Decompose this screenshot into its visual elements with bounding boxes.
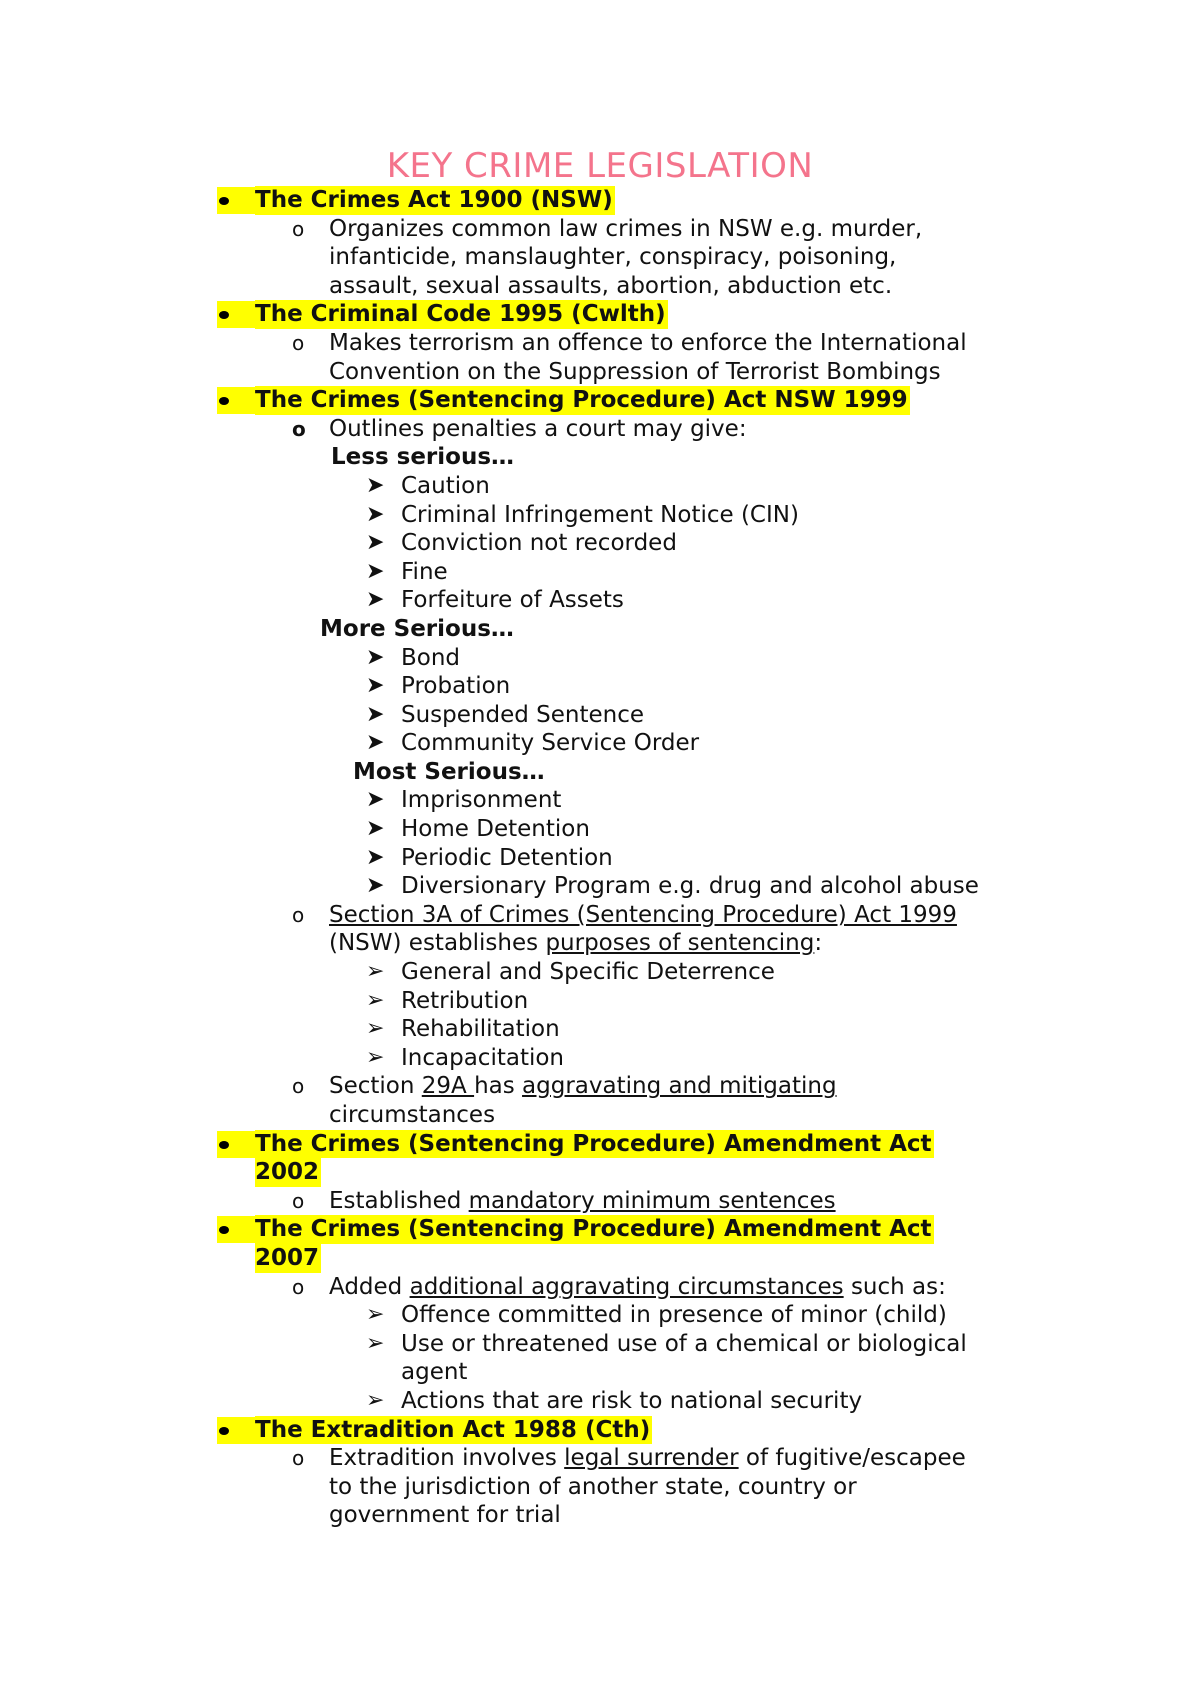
penalty-item: ➤ Suspended Sentence <box>366 701 645 728</box>
list-item-criminal-code <box>0 300 1200 329</box>
circle-bullet-icon: o <box>292 1446 305 1471</box>
penalty-item: ➤ Periodic Detention <box>366 844 613 871</box>
sub-point-continued: Convention on the Suppression of Terrorist Bombings <box>329 358 941 385</box>
circumstance-item-continued: agent <box>401 1359 468 1386</box>
purpose-item: ➢ Retribution <box>366 987 529 1014</box>
penalty-item: ➤ Home Detention <box>366 816 590 843</box>
arrow-bullet-icon: ➤ <box>366 844 385 870</box>
arrow-bullet-icon: ➤ <box>366 558 385 584</box>
circle-bullet-icon: o <box>292 416 306 441</box>
circle-bullet-icon: o <box>292 330 305 355</box>
penalty-item: ➤ Community Service Order <box>366 730 700 757</box>
circumstance-item: ➢ Offence committed in presence of minor (child) <box>366 1302 947 1329</box>
penalty-item: ➤ Probation <box>366 673 511 700</box>
sub-point-continued: circumstances <box>329 1102 496 1128</box>
arrow-bullet-icon: ➢ <box>366 959 385 985</box>
sub-point-continued: assault, sexual assaults, abortion, abduction etc. <box>329 272 893 299</box>
list-item-amendment-2007 <box>0 1215 1200 1244</box>
sub-point: o Makes terrorism an offence to enforce the International <box>292 329 967 356</box>
arrow-bullet-icon: ➤ <box>366 730 385 756</box>
sub-point-continued: to the jurisdiction of another state, country or <box>329 1473 857 1500</box>
bullet-icon <box>219 1141 229 1149</box>
circle-bullet-icon: o <box>292 1074 305 1099</box>
circle-bullet-icon: o <box>292 216 305 241</box>
circle-bullet-icon: o <box>292 1274 305 1299</box>
act-heading: The Extradition Act 1988 (Cth) <box>255 1416 651 1443</box>
act-heading: The Crimes (Sentencing Procedure) Amendment Act <box>255 1216 932 1243</box>
act-heading-continued: 2007 <box>255 1244 320 1271</box>
arrow-bullet-icon: ➤ <box>366 873 385 899</box>
category-heading: Most Serious… <box>353 758 545 785</box>
section-3a-link: Section 3A of Crimes (Sentencing Procedure) Act 1999 <box>329 901 957 928</box>
penalty-item: ➤ Criminal Infringement Notice (CIN) <box>366 501 799 528</box>
sub-point-continued: government for trial <box>329 1502 561 1529</box>
penalty-item: ➤ Imprisonment <box>366 787 562 814</box>
sub-point-continued: infanticide, manslaughter, conspiracy, poisoning, <box>329 244 897 271</box>
arrow-bullet-icon: ➤ <box>366 673 385 699</box>
page-title: KEY CRIME LEGISLATION <box>386 146 814 186</box>
arrow-bullet-icon: ➤ <box>366 472 385 498</box>
act-heading: The Crimes (Sentencing Procedure) Amendment Act <box>255 1130 932 1157</box>
sub-point: o Outlines penalties a court may give: <box>292 415 747 442</box>
circumstance-item: ➢ Use or threatened use of a chemical or biological <box>366 1330 967 1357</box>
arrow-bullet-icon: ➤ <box>366 587 385 613</box>
act-heading: The Crimes (Sentencing Procedure) Act NSW 1999 <box>255 387 908 414</box>
arrow-bullet-icon: ➤ <box>366 701 385 727</box>
sub-point: o Organizes common law crimes in NSW e.g. murder, <box>292 215 923 242</box>
penalty-item: ➤ Caution <box>366 472 490 499</box>
arrow-bullet-icon: ➤ <box>366 530 385 556</box>
arrow-bullet-icon: ➢ <box>366 987 385 1013</box>
sub-point: o Established mandatory minimum sentences <box>292 1187 836 1214</box>
arrow-bullet-icon: ➢ <box>366 1387 385 1413</box>
penalty-item: ➤ Fine <box>366 558 448 585</box>
penalty-item: ➤ Conviction not recorded <box>366 530 677 557</box>
penalty-item: ➤ Forfeiture of Assets <box>366 587 624 614</box>
act-heading-continued: 2002 <box>255 1159 320 1186</box>
arrow-bullet-icon: ➢ <box>366 1302 385 1328</box>
arrow-bullet-icon: ➢ <box>366 1330 385 1356</box>
act-heading: The Criminal Code 1995 (Cwlth) <box>255 301 666 328</box>
sub-point: o Extradition involves legal surrender of fugitive/escapee <box>292 1445 966 1472</box>
list-item-sentencing-act <box>0 386 1200 415</box>
arrow-bullet-icon: ➤ <box>366 501 385 527</box>
category-heading: Less serious… <box>331 444 515 471</box>
sub-point: o Added additional aggravating circumstances such as: <box>292 1273 946 1300</box>
arrow-bullet-icon: ➤ <box>366 644 385 670</box>
arrow-bullet-icon: ➢ <box>366 1016 385 1042</box>
legislation-list <box>0 186 1200 1530</box>
arrow-bullet-icon: ➤ <box>366 816 385 842</box>
arrow-bullet-icon: ➤ <box>366 787 385 813</box>
purpose-item: ➢ Incapacitation <box>366 1044 564 1071</box>
penalty-item: ➤ Diversionary Program e.g. drug and alcohol abuse <box>366 873 979 900</box>
circle-bullet-icon: o <box>292 1188 305 1213</box>
purpose-item: ➢ General and Specific Deterrence <box>366 959 775 986</box>
sub-point: o Section 29A has aggravating and mitigating <box>292 1073 837 1100</box>
purpose-item: ➢ Rehabilitation <box>366 1016 560 1043</box>
circumstance-item: ➢ Actions that are risk to national security <box>366 1387 863 1414</box>
sub-point <box>0 901 1200 930</box>
sub-point-continued: (NSW) establishes purposes of sentencing: <box>329 930 823 957</box>
bullet-icon <box>219 197 229 205</box>
act-heading: The Crimes Act 1900 (NSW) <box>255 187 613 213</box>
circle-bullet-icon: o <box>292 902 305 927</box>
bullet-icon <box>219 1427 229 1435</box>
list-item-amendment-2002 <box>0 1130 1200 1159</box>
list-item-extradition-act <box>0 1416 1200 1445</box>
penalty-item: ➤ Bond <box>366 644 461 671</box>
arrow-bullet-icon: ➢ <box>366 1044 385 1070</box>
list-item-crimes-act <box>0 186 1200 215</box>
category-heading: More Serious… <box>320 615 514 642</box>
